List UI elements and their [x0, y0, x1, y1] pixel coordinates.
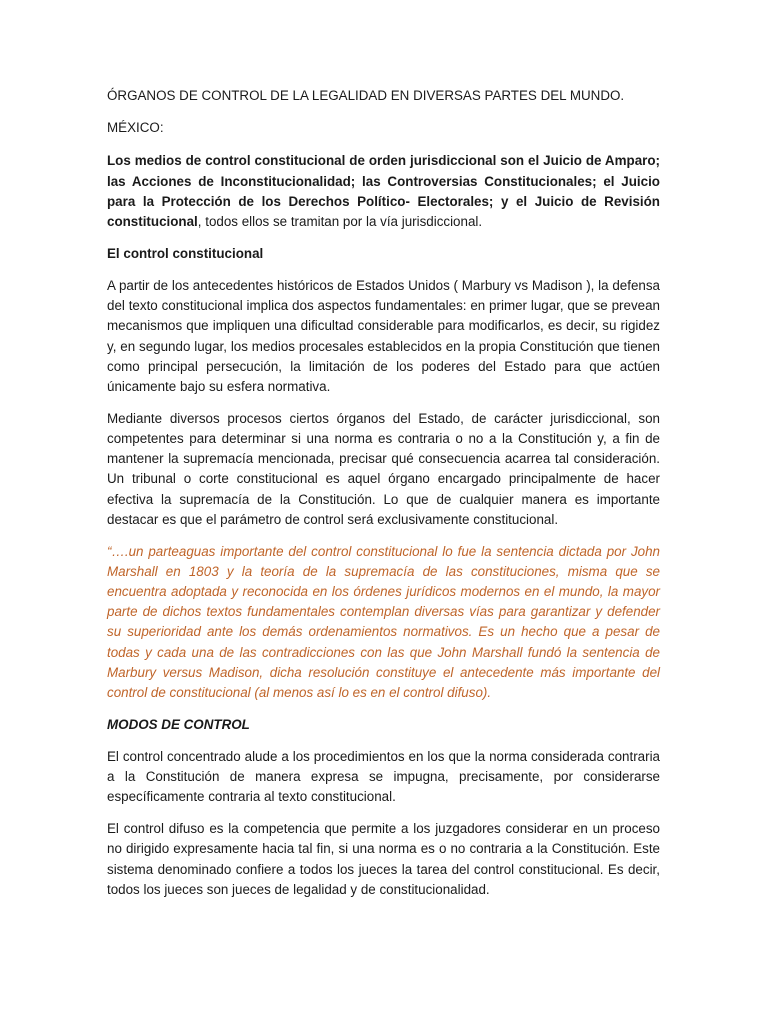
body-paragraph-2: Mediante diversos procesos ciertos órganos del Estado, de carácter jurisdiccional, son competentes para determinar si una norma es contraria o no a la Constitución y, a fin de mantener la supremacía mencionada, precisar qué consecuencia acarrea tal consideración. Un tribunal o corte constitucional es aquel órgano encargado principalmente de hacer efectiva la supremacía de la Constitución. Lo que de cualquier manera es importante destacar es que el parámetro de control será exclusivamente constitucional. — [107, 410, 660, 527]
intro-bold-text: Los medios de control constitucional de orden jurisdiccional son el Juicio de Amparo; las Acciones de Inconstitucionalidad; las Controversias Constitucionales; el Juicio para la Protección de los Derechos Político- Electorales; y el Juicio de Revisión constitucional — [107, 153, 660, 230]
intro-normal-text: , todos ellos se tramitan por la vía jurisdiccional. — [197, 214, 483, 230]
body-paragraph-1: A partir de los antecedentes históricos de Estados Unidos ( Marbury vs Madison ), la defensa del texto constitucional implica dos aspectos fundamentales: en primer lugar, que se prevean mecanismos que impliquen una dificultad considerable para modificarlos, es decir, su rigidez y, en segundo lugar, los medios procesales establecidos en la propia Constitución que tienen como principal persecución, la limitación de los poderes del Estado para que actúen únicamente bajo su esfera normativa. — [107, 278, 660, 395]
quote-paragraph: “….un parteaguas importante del control constitucional lo fue la sentencia dictada por John Marshall en 1803 y la teoría de la supremacía de las constituciones, misma que se encuentra adoptada y reconocida en los órdenes jurídicos modernos en el mundo, la mayor parte de dichos textos fundamentales contemplan diversas vías para garantizar y defender su superioridad ante los demás ordenamientos normativos. Es un hecho que a pesar de todas y cada una de las contradicciones con las que John Marshall fundó la sentencia de Marbury versus Madison, dicha resolución constituye el antecedente más importante del control de constitucional (al menos así lo es en el control difuso). — [107, 543, 660, 701]
section-heading-modos-de-control: MODOS DE CONTROL — [107, 716, 250, 732]
body-paragraph-4: El control difuso es la competencia que permite a los juzgadores considerar en un proceso no dirigido expresamente hacia tal fin, si una norma es o no contraria a la Constitución. Este sistema denominado confiere a todos los jueces la tarea del control constitucional. Es decir, todos los jueces son jueces de legalidad y de constitucionalidad. — [107, 821, 660, 897]
section-heading-control-constitucional: El control constitucional — [107, 245, 264, 261]
body-paragraph-3: El control concentrado alude a los procedimientos en los que la norma considerada contraria a la Constitución de manera expresa se impugna, precisamente, por considerarse específicamente contraria al texto constitucional. — [107, 749, 660, 805]
country-heading: MÉXICO: — [107, 120, 164, 136]
document-page — [107, 86, 660, 912]
document-title: ÓRGANOS DE CONTROL DE LA LEGALIDAD EN DIVERSAS PARTES DEL MUNDO. — [107, 88, 625, 103]
intro-paragraph — [107, 151, 660, 232]
